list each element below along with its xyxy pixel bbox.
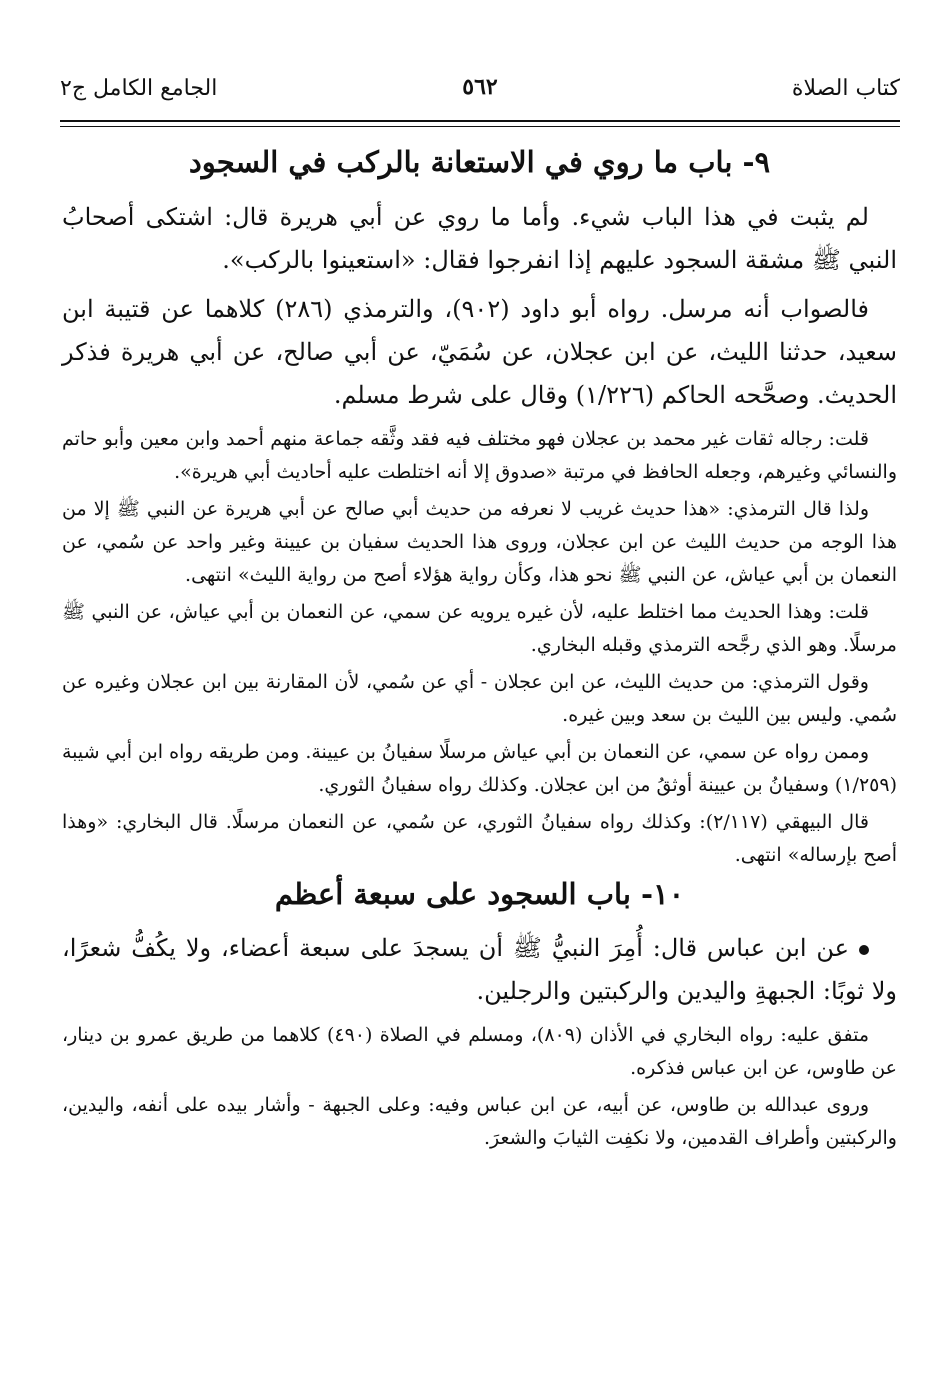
section-9-hadith: لم يثبت في هذا الباب شيء. وأما ما روي عن أبي هريرة قال: اشتكى أصحابُ النبي ﷺ مشقة السجود عليهم إذا انفرجوا فقال: «استعينوا بالركب». — [62, 202, 897, 274]
section-10-note-1: متفق عليه: رواه البخاري في الأذان (٨٠٩)، ومسلم في الصلاة (٤٩٠) كلاهما من طريق عمرو بن دينار، عن طاوس، عن ابن عباس فذكره. — [62, 1024, 897, 1080]
header-book-chapter: كتاب الصلاة — [791, 76, 900, 101]
section-9-note-4: وقول الترمذي: من حديث الليث، عن ابن عجلان - أي عن سُمي، لأن المقارنة بين ابن عجلان وغيره عن سُمي. وليس بين الليث بن سعد وبين غيره. — [62, 670, 897, 726]
header-rule-thick — [60, 120, 900, 122]
section-10-hadith — [62, 927, 897, 1013]
page-number: ٥٦٢ — [462, 74, 498, 100]
section-9-takhrij: فالصواب أنه مرسل. رواه أبو داود (٩٠٢)، والترمذي (٢٨٦) كلاهما عن قتيبة ابن سعيد، حدثنا الليث، عن ابن عجلان، عن سُمَيّ، عن أبي صالح، عن أبي هريرة فذكر الحديث. وصحَّحه الحاكم (١/٢٢٦) وقال على شرط مسلم. — [62, 294, 897, 409]
section-9-note-2: ولذا قال الترمذي: «هذا حديث غريب لا نعرفه من حديث أبي صالح عن أبي هريرة عن النبي ﷺ إلا من هذا الوجه من حديث الليث عن ابن عجلان، وروى هذا الحديث سفيان بن عيينة وغير واحد عن سُمي، عن النعمان بن أبي عياش، عن النبي ﷺ نحو هذا، وكأن رواية هؤلاء أصح من رواية الليث» انتهى. — [62, 497, 897, 586]
section-9-note-1: قلت: رجاله ثقات غير محمد بن عجلان فهو مختلف فيه فقد وثَّقه جماعة منهم أحمد وابن معين وأبو حاتم والنسائي وغيرهم، وجعله الحافظ في مرتبة «صدوق إلا أنه اختلطت عليه أحاديث أبي هريرة». — [62, 427, 897, 483]
section-9-note-6: قال البيهقي (٢/١١٧): وكذلك رواه سفيانُ الثوري، عن سُمي، عن النعمان مرسلًا. قال البخاري: «وهذا أصح بإرساله» انتهى. — [62, 810, 897, 866]
section-9-note-5: وممن رواه عن سمي، عن النعمان بن أبي عياش مرسلًا سفيانُ بن عيينة. ومن طريقه رواه ابن أبي شيبة (١/٢٥٩) وسفيانُ بن عيينة أوثقُ من ابن عجلان. وكذلك رواه سفيانُ الثوري. — [61, 740, 897, 796]
running-header — [60, 68, 900, 118]
section-10-title: ١٠- باب السجود على سبعة أعظم — [274, 876, 685, 911]
page-body — [62, 140, 897, 1159]
bullet-icon — [859, 945, 869, 955]
section-10-note-2: وروى عبدالله بن طاوس، عن أبيه، عن ابن عباس وفيه: وعلى الجبهة - وأشار بيده على أنفه، واليدين، والركبتين وأطراف القدمين، ولا نكفِت الثيابَ والشعرَ. — [62, 1094, 897, 1150]
header-book-title: الجامع الكامل ج٢ — [60, 76, 218, 101]
header-rule-thin — [60, 126, 900, 127]
section-10-hadith-text: عن ابن عباس قال: أُمِرَ النبيُّ ﷺ أن يسجدَ على سبعة أعضاء، ولا يكُفُّ شعرًا، ولا ثوبًا: الجبهةِ واليدين والركبتين والرجلين. — [62, 934, 897, 1006]
section-9-note-3: قلت: وهذا الحديث مما اختلط عليه، لأن غيره يرويه عن سمي، عن النعمان بن أبي عياش، عن النبي ﷺ مرسلًا. وهو الذي رجَّحه الترمذي وقبله البخاري. — [62, 600, 897, 656]
section-9-title: ٩- باب ما روي في الاستعانة بالركب في السجود — [188, 145, 771, 179]
